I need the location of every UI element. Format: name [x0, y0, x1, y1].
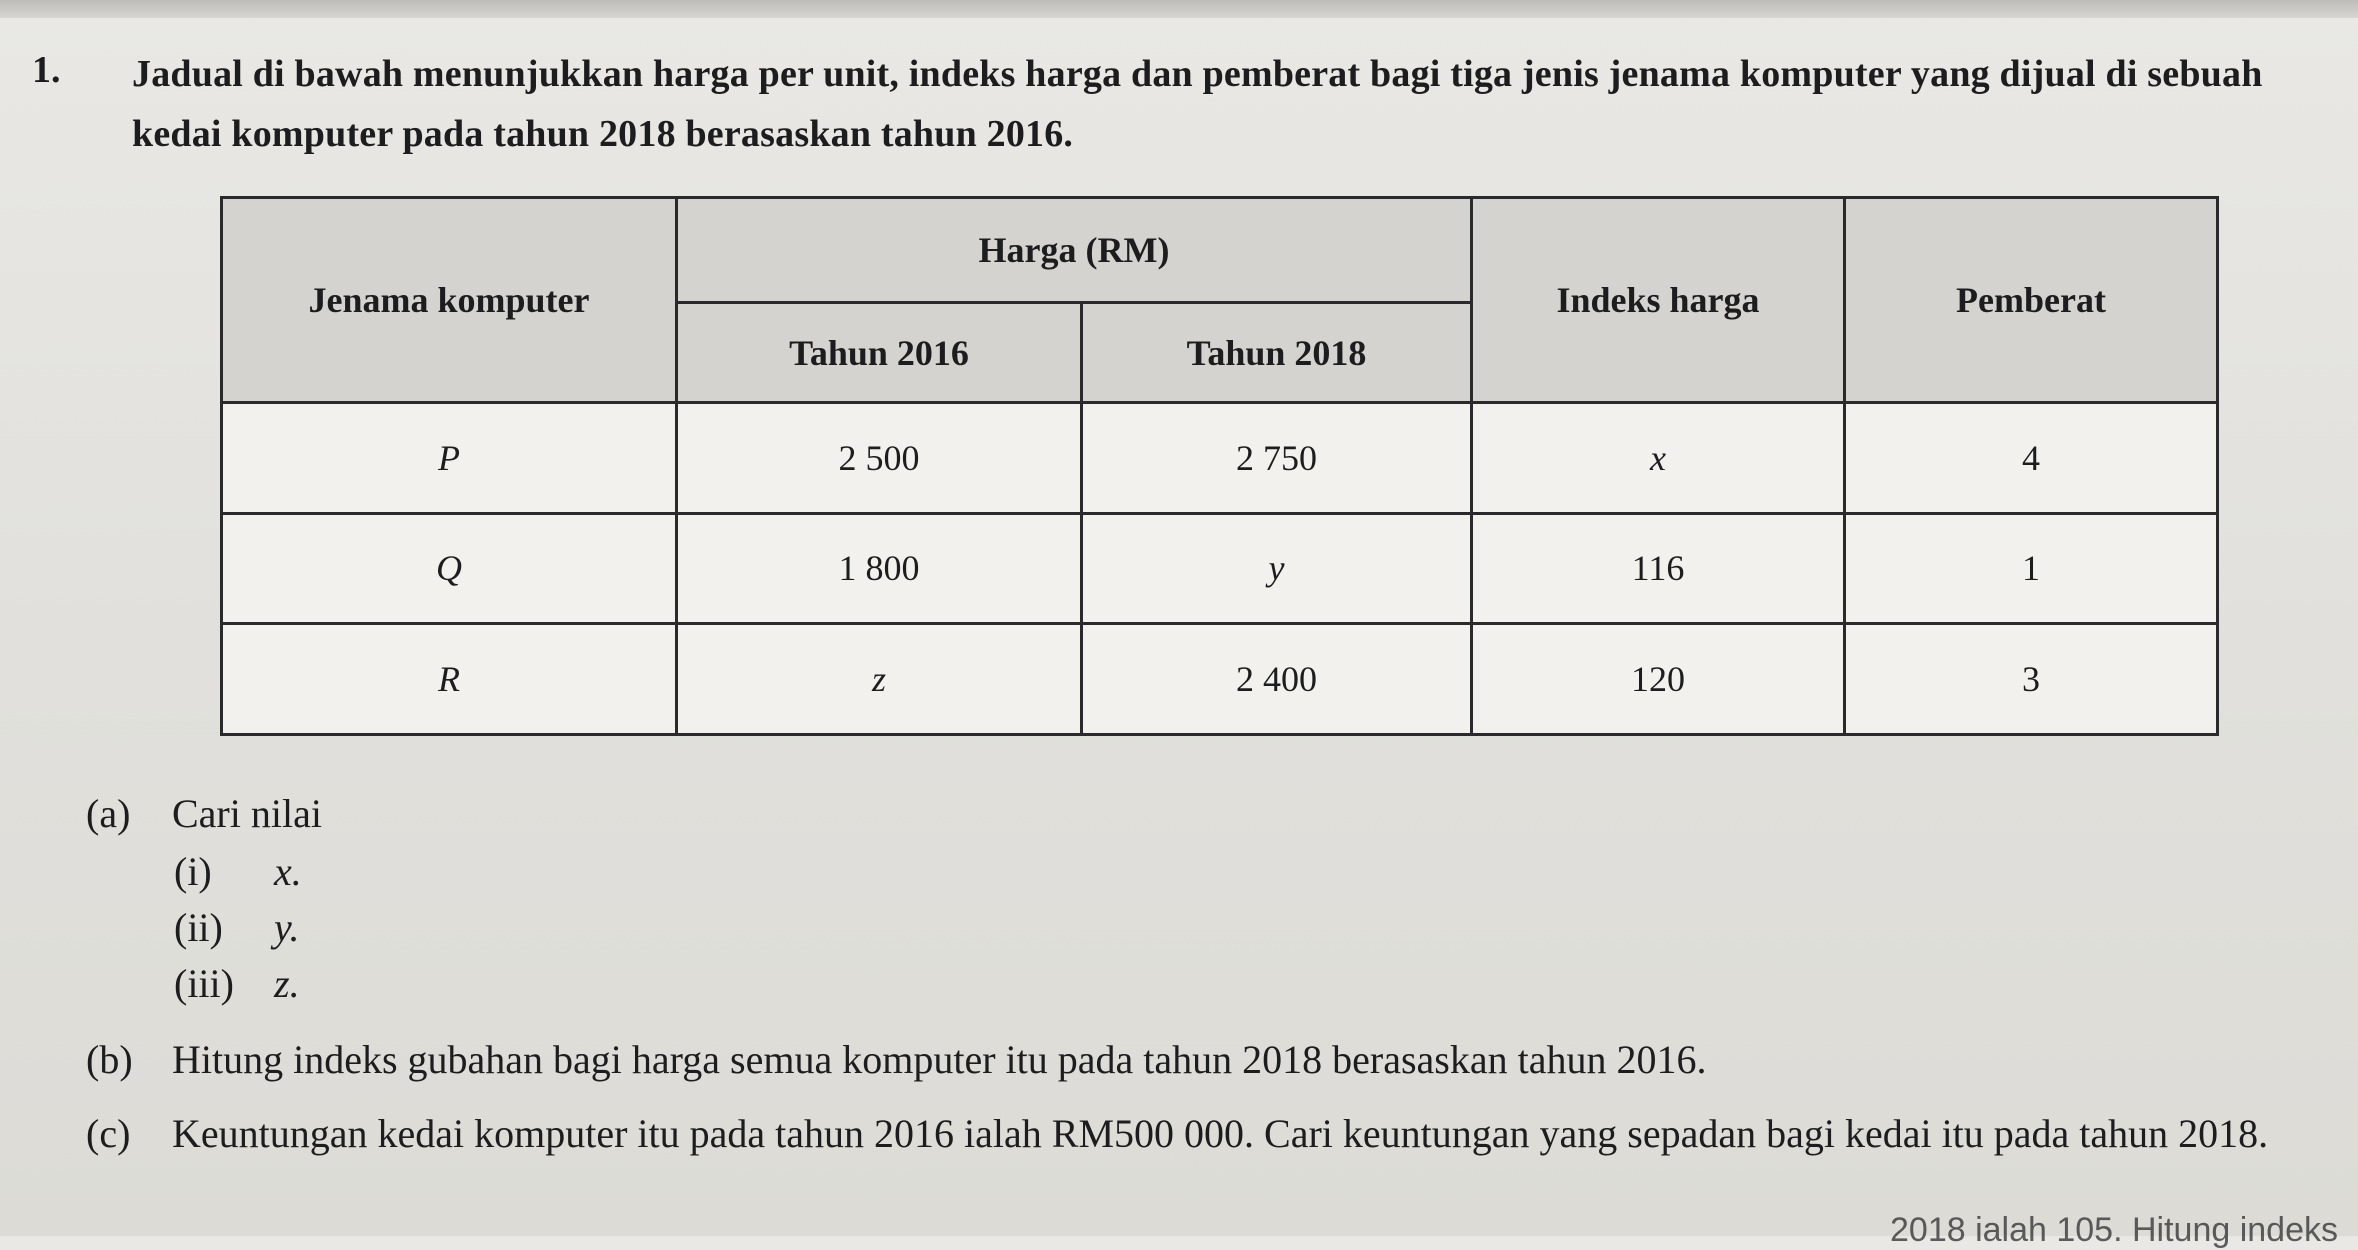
price-table	[220, 196, 2219, 736]
part-a-text: Cari nilai	[172, 791, 322, 836]
price-index-header: Indeks harga	[1472, 198, 1845, 403]
part-b	[86, 1036, 1706, 1083]
price-2018-cell: y	[1082, 513, 1472, 624]
question-intro: Jadual di bawah menunjukkan harga per unit, indeks harga dan pemberat bagi tiga jenis jenama komputer yang dijual di sebuah kedai komputer pada tahun 2018 berasaskan tahun 2016.	[132, 53, 2263, 155]
part-a-subpart-ii	[174, 904, 300, 951]
subpart-text: x.	[274, 849, 302, 894]
price-header: Harga (RM)	[677, 198, 1472, 303]
part-b-label: (b)	[86, 1037, 133, 1082]
year-2018-header: Tahun 2018	[1082, 303, 1472, 403]
subpart-text: z.	[274, 961, 300, 1006]
part-b-text: Hitung indeks gubahan bagi harga semua komputer itu pada tahun 2018 berasaskan tahun 2016.	[172, 1037, 1707, 1082]
brand-cell: P	[222, 403, 677, 514]
table-row	[222, 513, 2218, 624]
price-index-cell: 120	[1472, 624, 1845, 735]
part-a-label: (a)	[86, 791, 131, 836]
subpart-label: (i)	[174, 849, 212, 894]
price-2016-cell: 1 800	[677, 513, 1082, 624]
price-2018-cell: 2 750	[1082, 403, 1472, 514]
table-row	[222, 624, 2218, 735]
cropped-next-question-text: 2018 ialah 105. Hitung indeks	[1890, 1211, 2338, 1249]
brand-cell: R	[222, 624, 677, 735]
part-a-subpart-i	[174, 848, 302, 895]
part-a-subpart-iii	[174, 960, 300, 1007]
weight-cell: 3	[1845, 624, 2218, 735]
subpart-label: (ii)	[174, 905, 223, 950]
subpart-label: (iii)	[174, 961, 234, 1006]
price-table-wrapper	[220, 196, 2216, 736]
part-a	[86, 790, 322, 837]
subpart-text: y.	[274, 905, 300, 950]
brand-cell: Q	[222, 513, 677, 624]
part-c	[86, 1102, 2326, 1166]
part-c-label: (c)	[86, 1111, 131, 1156]
price-index-cell: 116	[1472, 513, 1845, 624]
weight-cell: 1	[1845, 513, 2218, 624]
price-2016-cell: 2 500	[677, 403, 1082, 514]
price-2016-cell: z	[677, 624, 1082, 735]
price-2018-cell: 2 400	[1082, 624, 1472, 735]
weight-cell: 4	[1845, 403, 2218, 514]
brand-header: Jenama komputer	[222, 198, 677, 403]
table-row	[222, 403, 2218, 514]
weight-header: Pemberat	[1845, 198, 2218, 403]
part-c-text: Keuntungan kedai komputer itu pada tahun 2016 ialah RM500 000. Cari keuntungan yang sepadan bagi kedai itu pada tahun 2018.	[172, 1111, 2269, 1156]
price-index-cell: x	[1472, 403, 1845, 514]
year-2016-header: Tahun 2016	[677, 303, 1082, 403]
question-number: 1.	[32, 49, 61, 91]
